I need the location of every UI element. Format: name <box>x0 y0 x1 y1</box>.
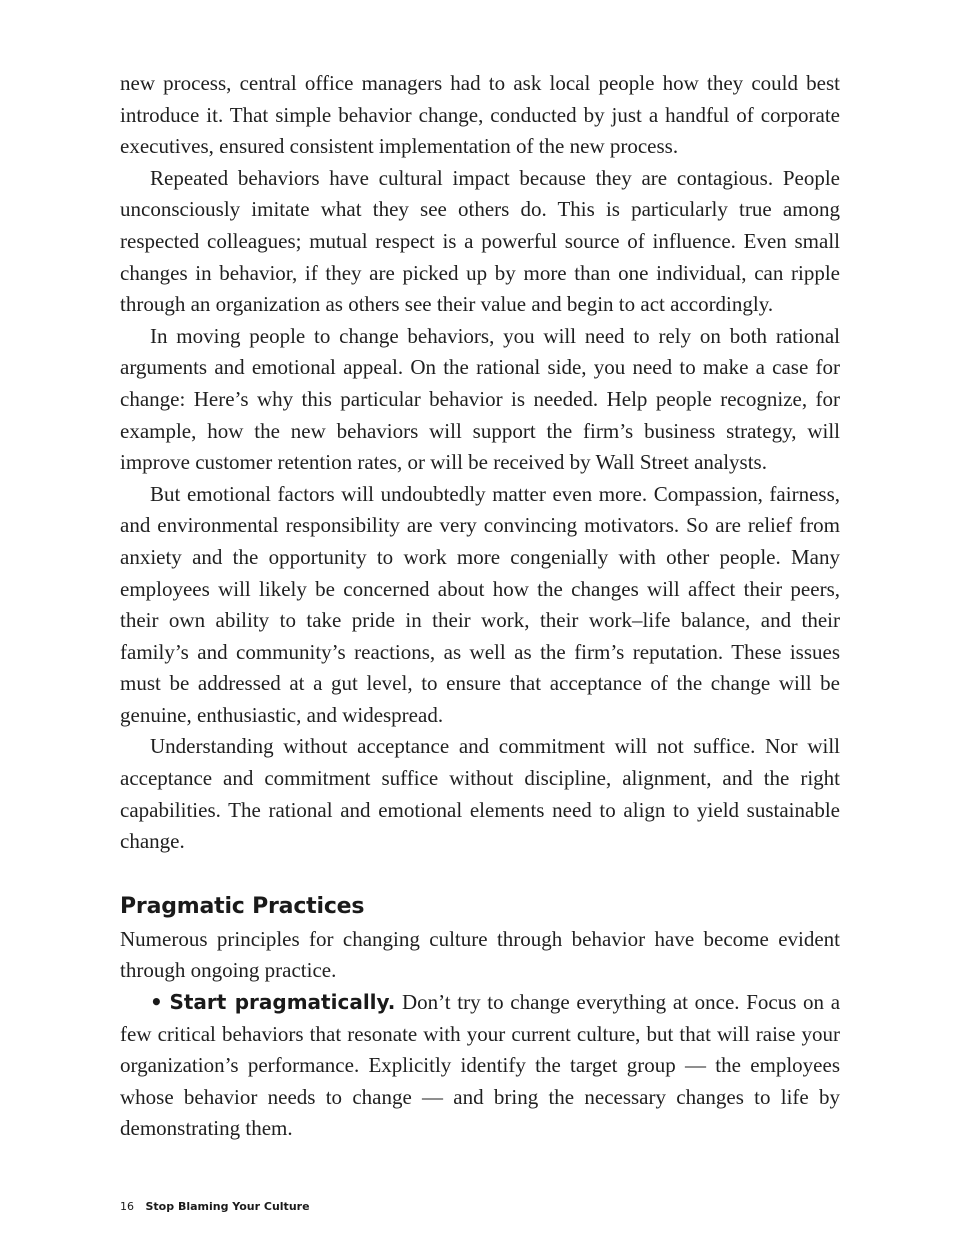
page-footer <box>120 1200 310 1213</box>
paragraph-5: Understanding without acceptance and commitment will not suffice. Nor will acceptance and commitment suffice without discipline, alignment, and the right capabilities. The rational and emotional elements need to align to yield sustainable change. <box>120 734 840 854</box>
paragraph-3: In moving people to change behaviors, you will need to rely on both rational arguments and emotional appeal. On the rational side, you need to make a case for change: Here’s why this particular behavior is needed. Help people recognize, for example, how the new behaviors will support the firm’s business strategy, will improve customer retention rates, or will be received by Wall Street analysts. <box>120 323 840 475</box>
page-number: 16 <box>120 1200 134 1213</box>
bullet-marker: • <box>150 990 163 1015</box>
paragraph-2: Repeated behaviors have cultural impact because they are contagious. People unconsciously imitate what they see others do. This is particularly true among respected colleagues; mutual respect is a powerful source of influence. Even small changes in behavior, if they are picked up by more than one individual, can ripple through an organization as others see their value and begin to act accordingly. <box>120 165 840 317</box>
bullet-lead: Start pragmatically. <box>169 990 396 1015</box>
running-title: Stop Blaming Your Culture <box>145 1200 310 1213</box>
section-heading: Pragmatic Practices <box>120 893 365 919</box>
paragraph-1: new process, central office managers had to ask local people how they could best introduce it. That simple behavior change, conducted by just a handful of corporate executives, ensured consistent implementation of the new process. <box>120 71 840 159</box>
bullet-item <box>120 987 840 1145</box>
section-intro: Numerous principles for changing culture through behavior have become evident through ongoing practice. <box>120 926 840 983</box>
bullet-text: Don’t try to change everything at once. Focus on a few critical behaviors that resonate with your current culture, but that will raise your organization’s performance. Explicitly identify the target group — the employees whose behavior needs to change — and bring the necessary changes to life by demonstrating them. <box>120 990 841 1141</box>
paragraph-4: But emotional factors will undoubtedly matter even more. Compassion, fairness, and environmental responsibility are very convincing motivators. So are relief from anxiety and the opportunity to work more congenially with other people. Many employees will likely be concerned about how the changes will affect their peers, their own ability to take pride in their work, their work–life balance, and their family’s and community’s reactions, as well as the firm’s reputation. These issues must be addressed at a gut level, to ensure that acceptance of the change will be genuine, enthusiastic, and widespread. <box>120 481 840 727</box>
page-body <box>120 68 840 1145</box>
